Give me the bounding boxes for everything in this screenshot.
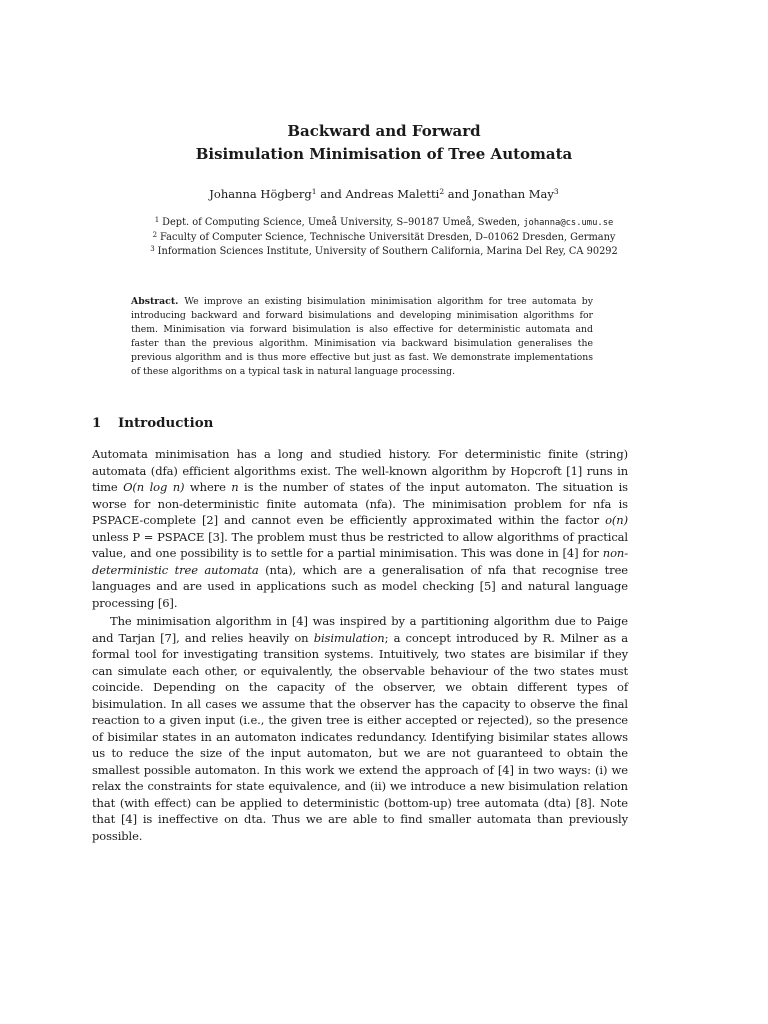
variable-n: n [231,480,239,494]
paragraph-1-text-b: where [184,480,232,494]
paragraph-1-text-e: (nta), which are a generalisation of nfa that recognise tree languages and are used in applications such as model checking [5] and natural language processing [6]. [92,562,628,610]
paragraph-2-text-b: ; a concept introduced by R. Milner as a formal tool for investigating transition systems. Intuitively, two states are bisimilar if they can simulate each other, or equivalently, the observable behaviour of the two states must coincide. Depending on the capacity of the observer, we obtain different types of bisimulation. In all cases we assume that the observer has the capacity to observe the final reaction to a given input (i.e., the given tree is either accepted or rejected), so the presence of bisimilar states in an automaton indicates redundancy. Identifying bisimilar states allows us to reduce the size of the input automaton, but we are not guaranteed to obtain the smallest possible automaton. In this work we extend the approach of [4] in two ways: (i) we relax the constraints for state equivalence, and (ii) we introduce a new bisimulation relation that (with effect) can be applied to deterministic (bottom-up) tree automata (dta) [8]. Note that [4] is ineffective on dta. Thus we are able to find smaller automata than previously possible. [92,630,628,843]
author-3-mark: 3 [553,187,559,196]
abstract-label: Abstract. [131,296,179,307]
author-2-mark: 2 [439,187,445,196]
paragraph-2-text-a: The minimisation algorithm in [4] was inspired by a partitioning algorithm due to Paige and Tarjan [7], and relies heavily on [92,614,628,645]
author-2: Andreas Maletti [345,187,440,201]
affiliation-3-mark: 3 [150,245,155,253]
section-heading [92,414,213,432]
section-title: Introduction [118,415,214,431]
bisimulation-term: bisimulation [313,630,385,645]
paragraph-1-text-a: Automata minimisation has a long and studied history. For deterministic finite (string) automata (dfa) efficient algorithms exist. The well-known algorithm by Hopcroft [1] runs in time [92,447,628,494]
affiliation-2-text: Faculty of Computer Science, Technische Universität Dresden, D–01062 Dresden, Germany [160,232,616,243]
affiliation-1-text: Dept. of Computing Science, Umeå University, S–90187 Umeå, Sweden, [162,217,524,228]
author-separator-1: and [316,187,346,201]
nta-term: non-deterministic tree automata [92,546,628,577]
author-separator-2: and [444,187,474,201]
author-1: Johanna Högberg [209,187,312,201]
author-1-mark: 1 [311,187,317,196]
complexity-formula: O(n log n) [123,480,185,494]
affiliation-2-mark: 2 [152,231,158,239]
paragraph-2 [92,613,628,844]
affiliation-1 [0,216,768,230]
section-number: 1 [92,415,102,431]
affiliation-2 [0,231,768,245]
abstract [131,295,593,379]
paragraph-1-text-c: is the number of states of the input automaton. The situation is worse for non-deterministic finite automata (nfa). The minimisation problem for nfa is PSPACE-complete [2] and cannot even be efficiently approximated within the factor [92,480,628,527]
paragraph-1-text-d: unless P = PSPACE [3]. The problem must thus be restricted to allow algorithms of practical value, and one possibility is to settle for a partial minimisation. This was done in [4] for [92,529,628,560]
little-o-formula: o(n) [605,513,628,527]
affiliation-1-email: johanna@cs.umu.se [523,218,614,228]
affiliation-3-text: Information Sciences Institute, University of Southern California, Marina Del Rey, CA 90292 [157,246,618,257]
paragraph-1 [92,446,628,611]
affiliation-1-mark: 1 [154,216,160,224]
abstract-text: We improve an existing bisimulation minimisation algorithm for tree automata by introducing backward and forward bisimulations and developing minimisation algorithms for them. Minimisation via forward bisimulation is also effective for deterministic automata and faster than the previous algorithm. Minimisation via backward bisimulation generalises the previous algorithm and is thus more effective but just as fast. We demonstrate implementations of these algorithms on a typical task in natural language processing. [131,296,593,377]
author-3: Jonathan May [473,187,554,201]
affiliation-3 [0,245,768,259]
author-list [0,186,768,202]
title-line-2: Bisimulation Minimisation of Tree Automata [195,145,573,163]
title-line-1: Backward and Forward [287,122,481,140]
